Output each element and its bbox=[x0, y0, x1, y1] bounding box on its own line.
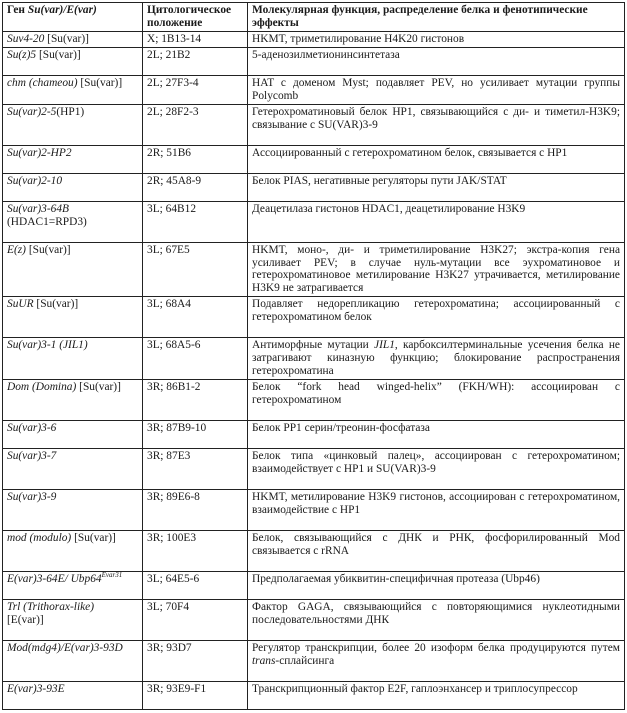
function-text-pre: Антиморфные мутации bbox=[252, 339, 375, 352]
gene-table bbox=[2, 2, 625, 710]
position-cell: 3L; 68A4 bbox=[143, 297, 248, 338]
table-row bbox=[3, 599, 625, 640]
position-cell: 3R; 93E9-F1 bbox=[143, 681, 248, 709]
table-row bbox=[3, 448, 625, 489]
gene-cell bbox=[3, 448, 143, 489]
gene-class: [Su(var)] bbox=[71, 531, 116, 544]
function-cell: Белок типа «цинковый палец», ассоциирован с гетерохроматином; взаимодействует с HP1 и SU(VAR)3-9 bbox=[248, 448, 625, 489]
function-cell: Фактор GAGA, связывающийся с повторяющимися нуклеотидными последовательностями ДНК bbox=[248, 599, 625, 640]
position-cell: 2L; 21B2 bbox=[143, 47, 248, 75]
position-cell: 3R; 87B9-10 bbox=[143, 420, 248, 448]
position-cell: 3L; 68A5-6 bbox=[143, 338, 248, 380]
position-cell: 3L; 64E5-6 bbox=[143, 571, 248, 599]
function-text: , карбоксилтерминальные усечения белка не затрагивают киназную функцию; блокирование распространения гетерохроматина bbox=[252, 339, 620, 378]
gene-cell bbox=[3, 47, 143, 75]
gene-name: Mod(mdg4)/E(var)3-93D bbox=[7, 641, 123, 654]
position-cell: X; 1B13-14 bbox=[143, 31, 248, 47]
gene-name: E(var)3-64E/ Ubp64 bbox=[7, 572, 102, 585]
position-cell: 3L; 70F4 bbox=[143, 599, 248, 640]
function-cell: HAT с доменом Myst; подавляет PEV, но усиливает мутации группы Polycomb bbox=[248, 75, 625, 104]
function-cell: Гетерохроматиновый белок HP1, связывающийся с ди- и тиметил-H3K9; связывание с SU(VAR)3-9 bbox=[248, 104, 625, 145]
gene-name: Su(var)3-1 (JIL1) bbox=[7, 339, 88, 352]
table-row bbox=[3, 379, 625, 420]
gene-cell bbox=[3, 31, 143, 47]
position-cell: 3L; 67E5 bbox=[143, 242, 248, 297]
table-row bbox=[3, 530, 625, 571]
function-cell: Белок, связывающийся с ДНК и РНК, фосфорилированный Mod связывается с rRNA bbox=[248, 530, 625, 571]
function-text-italic: trans bbox=[252, 654, 276, 667]
header-function: Молекулярная функция, распределение белка и фенотипические эффекты bbox=[248, 3, 625, 32]
position-cell: 3R; 89E6-8 bbox=[143, 489, 248, 530]
table-row bbox=[3, 145, 625, 173]
table-row bbox=[3, 571, 625, 599]
gene-name: Trl (Trithorax-like) bbox=[7, 600, 95, 613]
position-cell: 2R; 45A8-9 bbox=[143, 173, 248, 201]
gene-superscript: Evar31 bbox=[101, 571, 123, 580]
gene-name: Su(var)2-10 bbox=[7, 174, 63, 187]
function-cell: Белок PIAS, негативные регуляторы пути JAK/STAT bbox=[248, 173, 625, 201]
gene-name: Su(var)3-7 bbox=[7, 449, 57, 462]
function-cell: HKMT, моно-, ди- и триметилирование H3K27; экстра-копия гена усиливает PEV; в случае нуль-мутации все эухроматиновое и гетерохроматиновое метилирование H3K27 утрачивается, метилирование H3K9 не затрагивается bbox=[248, 242, 625, 297]
position-cell: 2R; 51B6 bbox=[143, 145, 248, 173]
gene-name: Su(var)2-HP2 bbox=[7, 146, 72, 159]
function-cell: Транскрипционный фактор E2F, гаплоэнхансер и триплосупрессор bbox=[248, 681, 625, 709]
position-cell: 2L; 27F3-4 bbox=[143, 75, 248, 104]
gene-cell bbox=[3, 173, 143, 201]
header-gene bbox=[3, 3, 143, 32]
gene-alias: [E(var)] bbox=[7, 613, 44, 626]
function-cell: 5-аденозилметионинсинтетаза bbox=[248, 47, 625, 75]
gene-name: E(z) bbox=[7, 243, 26, 256]
gene-name: E(var)3-93E bbox=[7, 682, 65, 695]
table-row bbox=[3, 201, 625, 242]
gene-class: (HP1) bbox=[56, 105, 85, 118]
gene-class: [Su(var)] bbox=[36, 48, 81, 61]
table-row bbox=[3, 242, 625, 297]
header-gene-name: Su(var)/E(var) bbox=[27, 4, 97, 16]
gene-class: [Su(var)] bbox=[76, 380, 121, 393]
gene-name: SuUR bbox=[7, 298, 34, 311]
function-cell: Белок “fork head winged-helix” (FKH/WH): ассоциирован с гетерохроматином bbox=[248, 379, 625, 420]
position-cell: 3R; 87E3 bbox=[143, 448, 248, 489]
gene-cell bbox=[3, 338, 143, 380]
header-gene-prefix: Ген bbox=[7, 4, 28, 16]
function-text-pre: Регулятор транскрипции, более 20 изоформ белка продуцируются путем bbox=[252, 641, 620, 654]
function-cell: Деацетилаза гистонов HDAC1, деацетилирование H3K9 bbox=[248, 201, 625, 242]
table-row bbox=[3, 489, 625, 530]
position-cell: 2L; 28F2-3 bbox=[143, 104, 248, 145]
table-row bbox=[3, 420, 625, 448]
gene-name: Suv4-20 bbox=[7, 32, 45, 45]
function-cell: HKMT, метилирование H3K9 гистонов, ассоциирован с гетерохроматином, взаимодействие с HP1 bbox=[248, 489, 625, 530]
gene-cell bbox=[3, 242, 143, 297]
header-position: Цитологическое положение bbox=[143, 3, 248, 32]
gene-name: chm (chameou) bbox=[7, 76, 78, 89]
table-header-row bbox=[3, 3, 625, 32]
gene-name: Su(z)5 bbox=[7, 48, 37, 61]
gene-name: Su(var)3-6 bbox=[7, 421, 57, 434]
function-cell bbox=[248, 640, 625, 681]
table-row bbox=[3, 640, 625, 681]
gene-cell bbox=[3, 420, 143, 448]
function-cell bbox=[248, 338, 625, 380]
table-row bbox=[3, 173, 625, 201]
function-cell: Предполагаемая убиквитин-специфичная протеаза (Ubp46) bbox=[248, 571, 625, 599]
function-cell: Ассоциированный с гетерохроматином белок, связывается с HP1 bbox=[248, 145, 625, 173]
gene-cell bbox=[3, 201, 143, 242]
table-row bbox=[3, 47, 625, 75]
position-cell: 3R; 86B1-2 bbox=[143, 379, 248, 420]
gene-cell bbox=[3, 489, 143, 530]
table-row bbox=[3, 338, 625, 380]
table-row bbox=[3, 297, 625, 338]
gene-class: [Su(var)] bbox=[44, 32, 89, 45]
table-row bbox=[3, 104, 625, 145]
gene-cell bbox=[3, 571, 143, 599]
gene-cell bbox=[3, 530, 143, 571]
table-row bbox=[3, 75, 625, 104]
gene-cell bbox=[3, 104, 143, 145]
gene-name: Dom (Domina) bbox=[7, 380, 77, 393]
function-text-italic: JIL1 bbox=[374, 339, 395, 352]
gene-cell bbox=[3, 681, 143, 709]
gene-name: Su(var)3-64B bbox=[7, 202, 69, 215]
gene-cell bbox=[3, 640, 143, 681]
gene-name: Su(var)3-9 bbox=[7, 490, 57, 503]
gene-name: Su(var)2-5 bbox=[7, 105, 57, 118]
gene-cell bbox=[3, 379, 143, 420]
function-cell: Белок PP1 серин/треонин-фосфатаза bbox=[248, 420, 625, 448]
gene-name: mod (modulo) bbox=[7, 531, 72, 544]
table-row bbox=[3, 681, 625, 709]
gene-cell bbox=[3, 145, 143, 173]
function-cell: HKMT, триметилирование H4K20 гистонов bbox=[248, 31, 625, 47]
gene-cell bbox=[3, 75, 143, 104]
gene-cell bbox=[3, 297, 143, 338]
gene-class: [Su(var)] bbox=[33, 298, 79, 311]
table-row bbox=[3, 31, 625, 47]
gene-alias: (HDAC1=RPD3) bbox=[7, 215, 87, 228]
position-cell: 3R; 93D7 bbox=[143, 640, 248, 681]
gene-class: [Su(var)] bbox=[77, 76, 123, 89]
gene-class: [Su(var)] bbox=[25, 243, 71, 256]
position-cell: 3L; 64B12 bbox=[143, 201, 248, 242]
gene-cell bbox=[3, 599, 143, 640]
function-text: -сплайсинга bbox=[275, 654, 335, 667]
function-cell: Подавляет недорепликацию гетерохроматина; ассоциированный с гетерохроматином белок bbox=[248, 297, 625, 338]
position-cell: 3R; 100E3 bbox=[143, 530, 248, 571]
